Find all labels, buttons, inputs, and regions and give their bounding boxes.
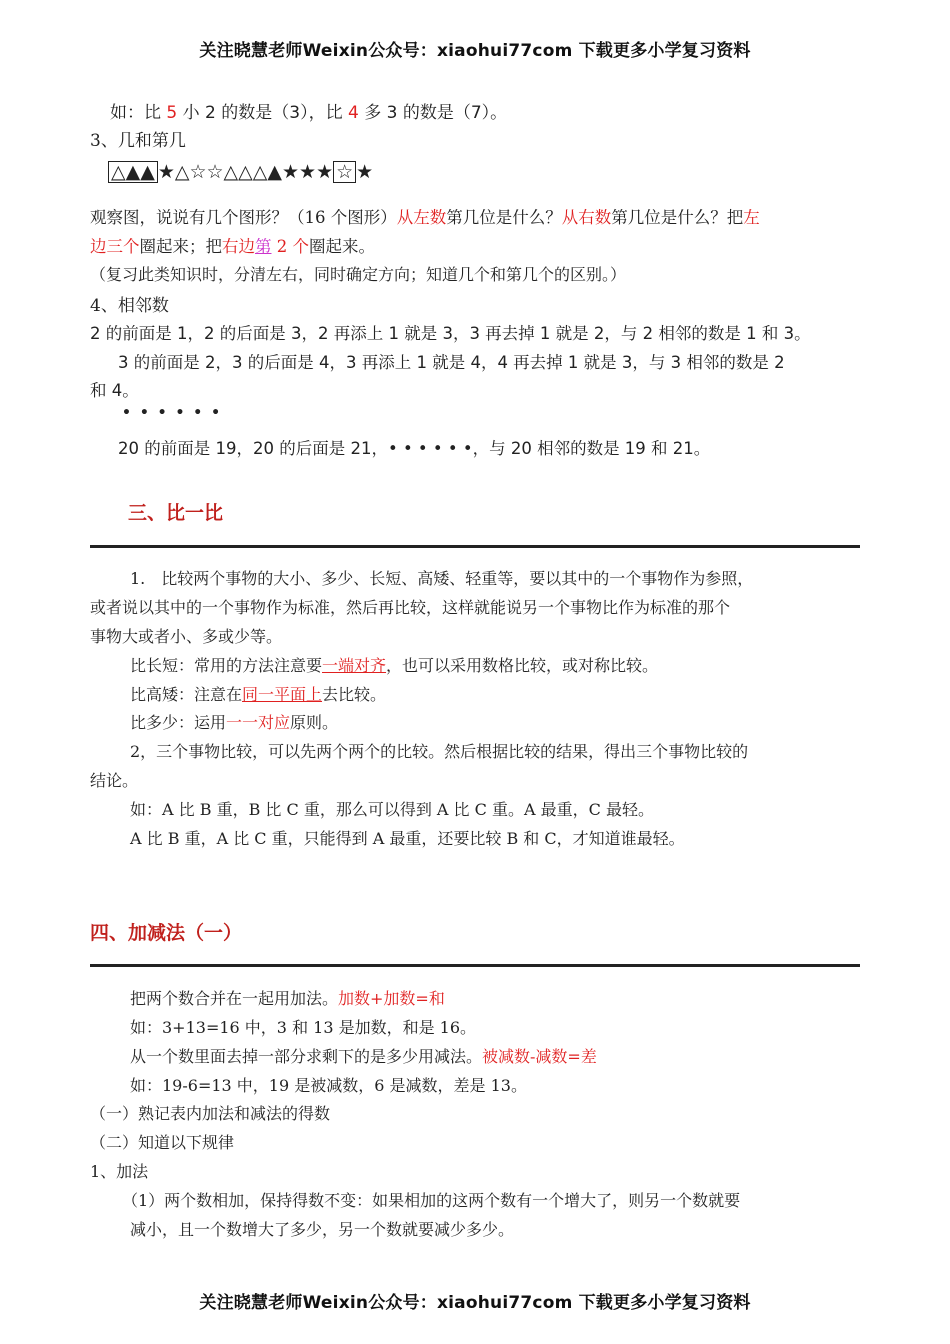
addsub-line-7: 1、加法 [90, 1162, 149, 1181]
compare-example-1: 如：A 比 B 重，B 比 C 重，那么可以得到 A 比 C 重。A 最重，C 最轻。 [130, 800, 654, 819]
example-line: 如：比 5 小 2 的数是（3），比 4 多 3 的数是（7）。 [110, 103, 508, 123]
divider-line [90, 545, 860, 548]
adjacent-line-3: 和 4。 [90, 381, 139, 400]
addsub-line-5: （一）熟记表内加法和减法的得数 [90, 1104, 331, 1123]
right-boxed-shape: ☆ [333, 161, 356, 183]
section-4-title: 4、相邻数 [90, 296, 169, 316]
compare-line-8: 结论。 [90, 771, 139, 790]
addsub-line-3: 从一个数里面去掉一部分求剩下的是多少用减法。被减数-减数=差 [130, 1047, 597, 1066]
divider-line [90, 964, 860, 967]
section-compare-title: 三、比一比 [128, 502, 224, 524]
page-footer: 关注晓慧老师Weixin公众号：xiaohui77com 下载更多小学复习资料 [199, 1293, 751, 1313]
page-header: 关注晓慧老师Weixin公众号：xiaohui77com 下载更多小学复习资料 [199, 41, 751, 61]
addsub-line-6: （二）知道以下规律 [90, 1133, 235, 1152]
section-3-title: 3、几和第几 [90, 131, 186, 151]
adjacent-line-2: 3 的前面是 2，3 的后面是 4，3 再添上 1 就是 4，4 再去掉 1 就是 3，与 3 相邻的数是 2 [118, 353, 785, 372]
observe-line-1: 观察图，说说有几个图形？（16 个图形）从左数第几位是什么？从右数第几位是什么？把左 [90, 208, 760, 227]
compare-line-2: 或者说以其中的一个事物作为标准，然后再比较，这样就能说另一个事物比作为标准的那个 [90, 598, 731, 617]
compare-line-7: 2，三个事物比较，可以先两个两个的比较。然后根据比较的结果，得出三个事物比较的 [130, 742, 749, 761]
compare-amount-line: 比多少：运用一一对应原则。 [130, 713, 339, 732]
adjacent-line-1: 2 的前面是 1，2 的后面是 3，2 再添上 1 就是 3，3 再去掉 1 就是 2，与 2 相邻的数是 1 和 3。 [90, 324, 811, 343]
addsub-line-4: 如：19-6=13 中，19 是被减数，6 是减数，差是 13。 [130, 1076, 527, 1095]
addsub-line-8: （1）两个数相加，保持得数不变：如果相加的这两个数有一个增大了，则另一个数就要 [122, 1191, 741, 1210]
compare-height-line: 比高矮：注意在同一平面上去比较。 [130, 685, 387, 704]
section-addsub-title: 四、加减法（一） [90, 922, 243, 944]
shape-row: △▲▲ ★△☆☆△△△▲★★★ ☆ ★ [108, 161, 373, 183]
compare-example-2: A 比 B 重，A 比 C 重，只能得到 A 最重，还要比较 B 和 C，才知道谁最轻。 [130, 829, 685, 848]
compare-length-line: 比长短：常用的方法注意要一端对齐，也可以采用数格比较，或对称比较。 [130, 656, 659, 675]
addsub-line-2: 如：3+13=16 中，3 和 13 是加数，和是 16。 [130, 1018, 477, 1037]
left-boxed-shapes: △▲▲ [108, 161, 158, 183]
addsub-line-9: 减小，且一个数增大了多少，另一个数就要减少多少。 [130, 1220, 515, 1239]
compare-line-3: 事物大或者小、多或少等。 [90, 627, 283, 646]
addsub-line-1: 把两个数合并在一起用加法。加数+加数=和 [130, 989, 445, 1008]
observe-line-2: 边三个圈起来；把右边第 2 个圈起来。 [90, 237, 375, 256]
observe-note: （复习此类知识时，分清左右，同时确定方向；知道几个和第几个的区别。） [90, 265, 627, 284]
adjacent-line-4: 20 的前面是 19，20 的后面是 21，• • • • • •，与 20 相邻的数是 19 和 21。 [118, 439, 711, 458]
compare-line-1: 1. 比较两个事物的大小、多少、长短、高矮、轻重等，要以其中的一个事物作为参照， [130, 569, 754, 588]
ellipsis-dots: • • • • • • [122, 405, 223, 421]
